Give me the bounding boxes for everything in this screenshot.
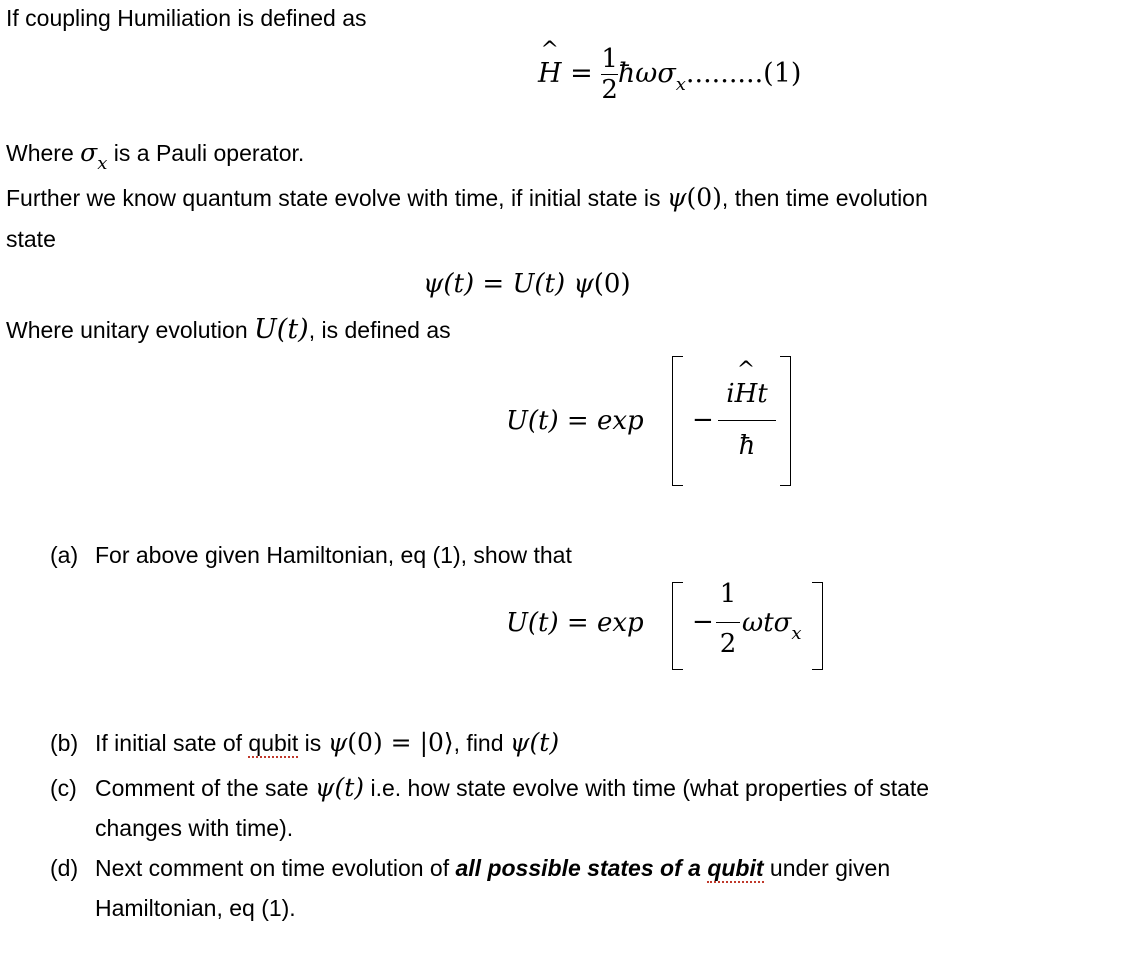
equation-evolution [423, 268, 631, 300]
hamiltonian-symbol: ^ H [538, 38, 562, 89]
equals-sign: = [474, 269, 513, 299]
psi-argument: (0) [593, 269, 631, 299]
further-text-end: , then time evolution [721, 185, 928, 211]
part-c [50, 774, 77, 802]
part-d [50, 854, 78, 882]
sigma-symbol: σ [657, 58, 676, 89]
ket-zero: |0⟩ [419, 728, 454, 757]
further-text-2: state [6, 226, 56, 252]
result-rest: ωtσ$_x$ [742, 608, 802, 644]
where-unitary-line [6, 316, 451, 344]
part-d-text-end: under given [763, 855, 891, 881]
part-c-text: Comment of the sate [95, 775, 315, 801]
further-line-2 [6, 225, 56, 253]
part-c-line-2 [95, 814, 293, 842]
part-c-text-wrap [95, 774, 929, 802]
left-bracket [672, 582, 683, 670]
further-line [6, 184, 928, 212]
right-bracket [780, 356, 791, 486]
fraction-denominator: ħ [738, 431, 756, 461]
part-b-text-mid: is [298, 730, 328, 756]
time-argument: (t) [276, 314, 309, 345]
part-b [50, 729, 78, 757]
part-d-line-2 [95, 894, 296, 922]
time-argument: (t) [443, 269, 475, 299]
left-bracket [672, 356, 683, 486]
minus-sign: − [692, 607, 714, 637]
qubit-word: qubit [707, 855, 764, 881]
fraction-numerator: i ^ Ht [726, 358, 768, 409]
psi-argument: (0) [686, 183, 722, 212]
part-d-text-wrap [95, 854, 890, 882]
fraction-bar [716, 622, 740, 623]
intro-text: If coupling Humiliation is defined as [6, 5, 367, 31]
time-argument: (t) [529, 728, 560, 757]
fraction-bar [718, 420, 776, 421]
sigma-symbol: σ [80, 138, 98, 167]
equation-hamiltonian [538, 38, 802, 105]
psi-argument: (0) [347, 728, 383, 757]
equals-sign: = [382, 728, 420, 757]
equation-dots: ......... [685, 58, 764, 89]
part-d-label: (d) [50, 855, 79, 881]
unitary-lhs: U(t) = exp [506, 406, 644, 436]
fraction-numerator: 1 [719, 579, 737, 609]
where-text: Where unitary evolution [6, 317, 255, 343]
where-text-end: is a Pauli operator. [107, 140, 305, 166]
part-b-label: (b) [50, 730, 79, 756]
part-d-text-2: Hamiltonian, eq (1). [95, 895, 296, 921]
equals-sign: = [570, 58, 593, 89]
psi-symbol: ψ [573, 269, 594, 299]
time-argument: (t) [534, 269, 574, 299]
part-a-text-wrap [95, 541, 572, 569]
psi-symbol: ψ [327, 728, 348, 757]
part-b-text-find: , find [453, 730, 510, 756]
psi-symbol: ψ [423, 269, 444, 299]
psi-symbol: ψ [666, 183, 687, 212]
time-argument: (t) [334, 773, 365, 802]
part-a-text: For above given Hamiltonian, eq (1), show that [95, 542, 572, 568]
unitary-lhs: U(t) = exp [506, 608, 644, 638]
omega-symbol: ω [635, 58, 658, 89]
where-sigma-line [6, 138, 305, 174]
qubit-word: qubit [248, 730, 299, 756]
where-text: Where [6, 140, 81, 166]
psi-symbol: ψ [509, 728, 530, 757]
sigma-subscript: x [675, 74, 686, 95]
part-c-text-end: i.e. how state evolve with time (what properties of state [364, 775, 930, 801]
part-a-label: (a) [50, 542, 79, 568]
part-c-label: (c) [50, 775, 77, 801]
psi-symbol: ψ [314, 773, 335, 802]
unitary-symbol: U [512, 269, 535, 299]
part-b-text-wrap [95, 729, 559, 757]
minus-sign: − [692, 405, 714, 435]
intro-line [6, 4, 367, 32]
further-text: Further we know quantum state evolve with time, if initial state is [6, 185, 667, 211]
equation-label: (1) [763, 58, 802, 89]
fraction-half: $\frac{1}{2}$ [601, 44, 618, 105]
fraction-denominator: 2 [719, 629, 737, 659]
where-text-end: , is defined as [308, 317, 451, 343]
part-d-emphasis: all possible states of a [455, 855, 708, 881]
part-c-text-2: changes with time). [95, 815, 294, 841]
part-b-text: If initial sate of [95, 730, 249, 756]
part-a [50, 541, 78, 569]
right-bracket [812, 582, 823, 670]
sigma-subscript: x [97, 153, 108, 174]
hbar-symbol: ħ [617, 58, 636, 89]
unitary-symbol: U [254, 314, 277, 345]
part-d-text: Next comment on time evolution of [95, 855, 456, 881]
